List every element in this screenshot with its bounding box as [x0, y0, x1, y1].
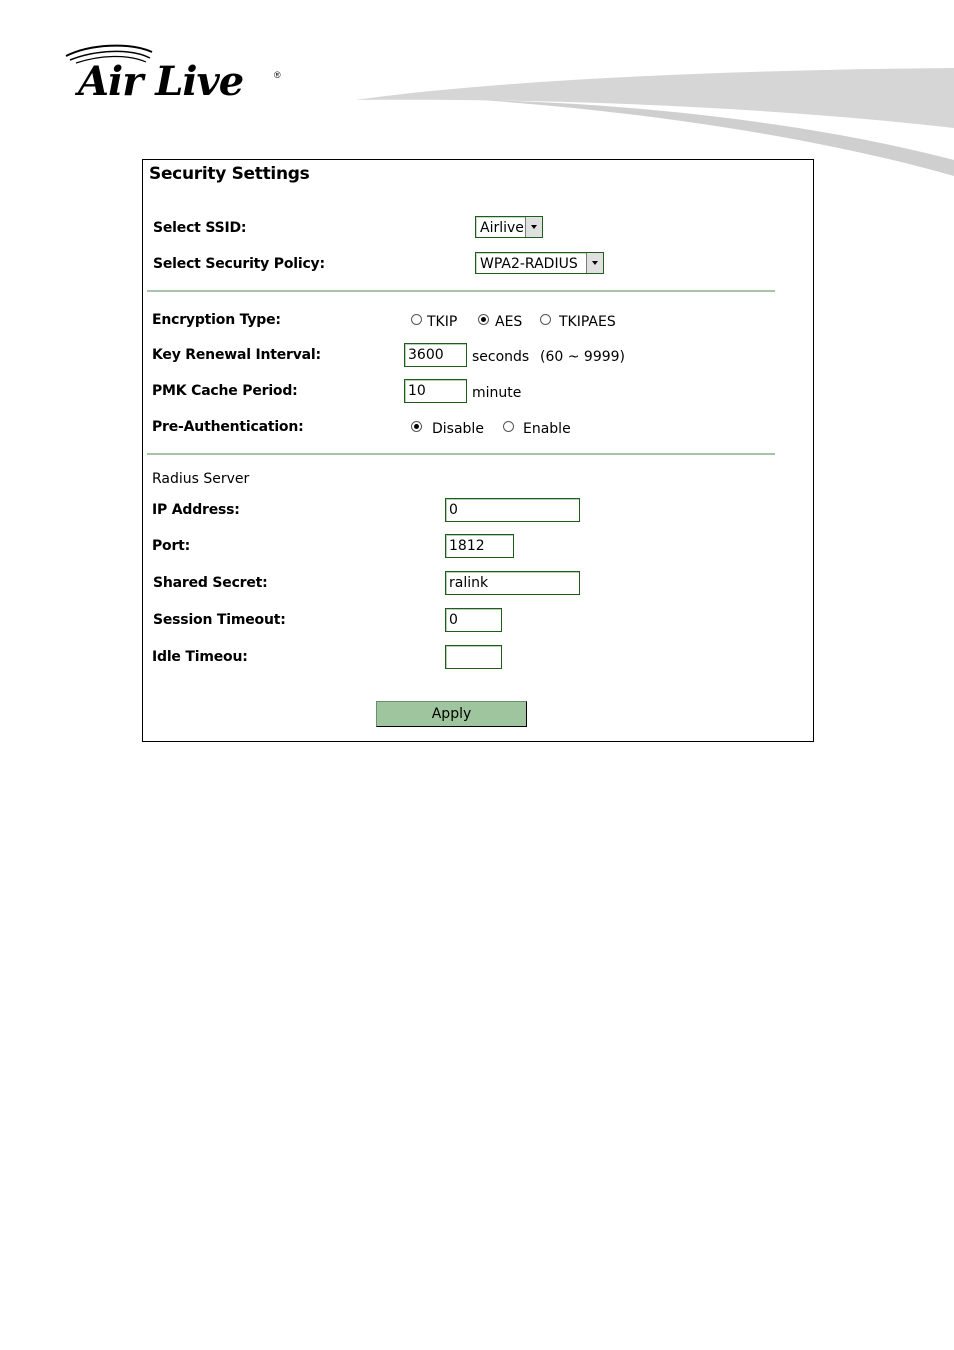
encryption-tkip-radio[interactable] [411, 314, 422, 325]
session-timeout-input[interactable]: 0 [445, 608, 502, 632]
encryption-tkipaes-radio[interactable] [540, 314, 551, 325]
pmk-cache-label: PMK Cache Period: [152, 383, 298, 399]
ip-address-label: IP Address: [152, 502, 240, 518]
apply-button[interactable]: Apply [376, 701, 527, 727]
registered-mark: ® [274, 70, 281, 80]
security-policy-select[interactable] [475, 252, 604, 274]
pre-auth-disable-label: Disable [432, 421, 484, 437]
pre-auth-disable-radio[interactable] [411, 421, 422, 432]
pre-auth-label: Pre-Authentication: [152, 419, 304, 435]
ssid-select-value: Airlive [480, 220, 524, 236]
ssid-select[interactable] [475, 216, 543, 238]
pre-auth-enable-radio[interactable] [503, 421, 514, 432]
key-renewal-unit: seconds [472, 349, 530, 365]
pre-auth-enable-label: Enable [523, 421, 571, 437]
pmk-cache-input[interactable]: 10 [404, 379, 467, 403]
page-title: Security Settings [149, 164, 310, 184]
port-input[interactable]: 1812 [445, 534, 514, 558]
session-timeout-label: Session Timeout: [153, 612, 286, 628]
ip-address-input[interactable]: 0 [445, 498, 580, 522]
radius-server-heading: Radius Server [152, 471, 250, 487]
shared-secret-label: Shared Secret: [153, 575, 268, 591]
encryption-tkipaes-label: TKIPAES [559, 314, 616, 330]
encryption-aes-label: AES [495, 314, 523, 330]
key-renewal-label: Key Renewal Interval: [152, 347, 321, 363]
key-renewal-input[interactable]: 3600 [404, 343, 467, 367]
pmk-cache-unit: minute [472, 385, 522, 401]
encryption-tkip-label: TKIP [427, 314, 458, 330]
shared-secret-input[interactable]: ralink [445, 571, 580, 595]
section-divider [147, 290, 775, 292]
key-renewal-range: (60 ~ 9999) [540, 349, 625, 365]
security-policy-value: WPA2-RADIUS [480, 256, 578, 272]
security-settings-panel [142, 159, 814, 742]
encryption-aes-radio[interactable] [478, 314, 489, 325]
chevron-down-icon[interactable] [586, 253, 603, 273]
airlive-logo: Air Live [78, 58, 244, 105]
encryption-type-label: Encryption Type: [152, 312, 281, 328]
port-label: Port: [152, 538, 191, 554]
idle-timeout-label: Idle Timeou: [152, 649, 248, 665]
idle-timeout-input[interactable] [445, 645, 502, 669]
security-policy-label: Select Security Policy: [153, 256, 325, 272]
select-ssid-label: Select SSID: [153, 220, 247, 236]
section-divider [147, 453, 775, 455]
chevron-down-icon[interactable] [525, 217, 542, 237]
